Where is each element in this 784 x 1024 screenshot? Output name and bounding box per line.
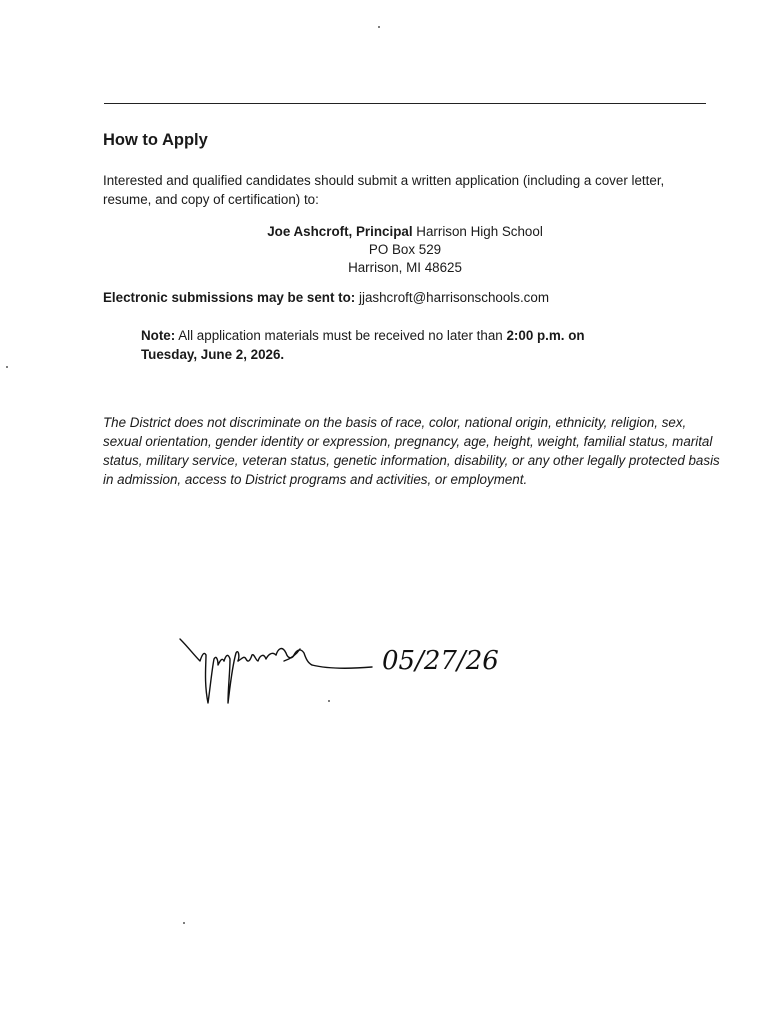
electronic-submission-line xyxy=(103,290,549,305)
scan-speck xyxy=(378,26,380,28)
deadline-time: 2:00 p.m. on xyxy=(506,328,585,343)
mailing-address xyxy=(200,223,610,277)
handwritten-signature xyxy=(178,625,518,715)
scan-speck xyxy=(183,922,185,924)
address-line-1 xyxy=(200,223,610,241)
scan-speck xyxy=(6,366,8,368)
deadline-note xyxy=(141,326,661,364)
intro-paragraph: Interested and qualified candidates should submit a written application (including a cover letter, resume, and copy of certification) to: xyxy=(103,173,665,207)
signature-drawing xyxy=(178,625,518,715)
horizontal-rule xyxy=(104,103,706,104)
principal-name: Joe Ashcroft, Principal xyxy=(267,224,413,239)
address-line-city: Harrison, MI 48625 xyxy=(348,260,462,275)
note-label: Note: xyxy=(141,328,176,343)
electronic-label: Electronic submissions may be sent to: xyxy=(103,290,356,305)
school-name: Harrison High School xyxy=(416,224,543,239)
address-line-po-box: PO Box 529 xyxy=(368,242,442,257)
nondiscrimination-statement: The District does not discriminate on the basis of race, color, national origin, ethnicity, religion, sex, sexual orientation, gender identity or expression, pregnancy, age, height, weight, familial status, marital status, military service, veteran status, genetic information, disability, or any other legally protected basis in admission, access to District programs and activities, or employment. xyxy=(103,415,720,487)
email-address: jjashcroft@harrisonschools.com xyxy=(359,290,549,305)
deadline-date: Tuesday, June 2, 2026. xyxy=(141,347,285,362)
note-text: All application materials must be received no later than xyxy=(178,328,503,343)
section-heading: How to Apply xyxy=(103,131,208,149)
signature-date: 05/27/26 xyxy=(382,646,499,676)
